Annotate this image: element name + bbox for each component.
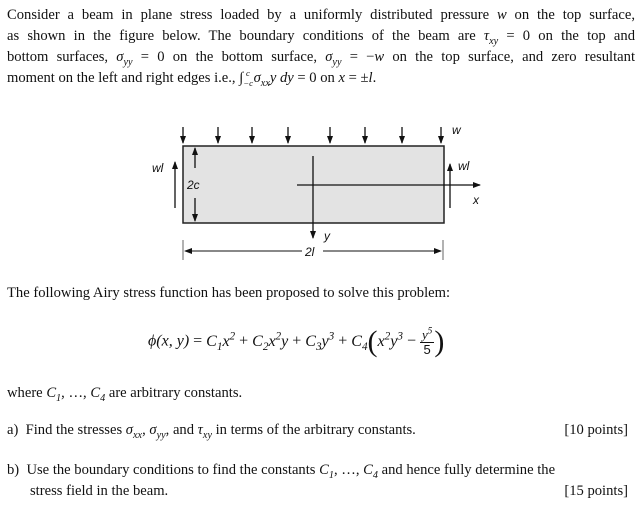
height-label: 2c (187, 178, 200, 192)
question-b-line-2: stress field in the beam. (30, 483, 169, 499)
intro-line-4: moment on the left and right edges i.e., $\int_{-c}^c$ $\sigma_{xx}y$ dy = 0 on x = ±l. (7, 68, 377, 89)
y-axis-label: y (324, 229, 330, 243)
distributed-load-arrows (183, 127, 441, 143)
right-shear-label: wl (458, 159, 470, 173)
left-shear-label: wl (152, 161, 164, 175)
constants-note: where $C_1$, …, $C_4$ are arbitrary constants. (7, 385, 243, 404)
question-a-label: a) (7, 422, 19, 438)
question-b-label: b) (7, 462, 20, 478)
airy-intro: The following Airy stress function has been proposed to solve this problem: (7, 285, 451, 301)
intro-line-3: bottom surfaces, $\sigma_{yy} = 0$ on the bottom surface, $\sigma_{yy} = -w$ on the top surface, and zero resultant (7, 49, 635, 68)
intro-line-2: as shown in the figure below. The boundary conditions of the beam are $\tau_{xy} = 0$ on the top and (7, 28, 635, 47)
question-b: b) Use the boundary conditions to find the constants $C_1$, …, $C_4$ and hence fully determine the (7, 462, 556, 481)
question-a: a) Find the stresses $\sigma_{xx}$, $\sigma_{yy}$, and $\tau_{xy}$ in terms of the arbitrary constants. (7, 422, 416, 441)
x-axis-label: x (473, 193, 479, 207)
load-label: w (452, 123, 461, 137)
airy-equation: ϕ(x, $y) = C_1x^2 + C_2x^2y + C_3y^3 + C_4(x^2y^3$ − $\frac{y^5}{5}$ ) (148, 325, 445, 358)
w-symbol: w (496, 7, 507, 23)
length-label: 2l (305, 245, 315, 259)
question-a-points: [10 points] (564, 422, 628, 438)
intro-line-1: Consider a beam in plane stress loaded by a uniformly distributed pressure w on the top surface, (7, 7, 635, 23)
question-b-points: [15 points] (564, 483, 628, 499)
